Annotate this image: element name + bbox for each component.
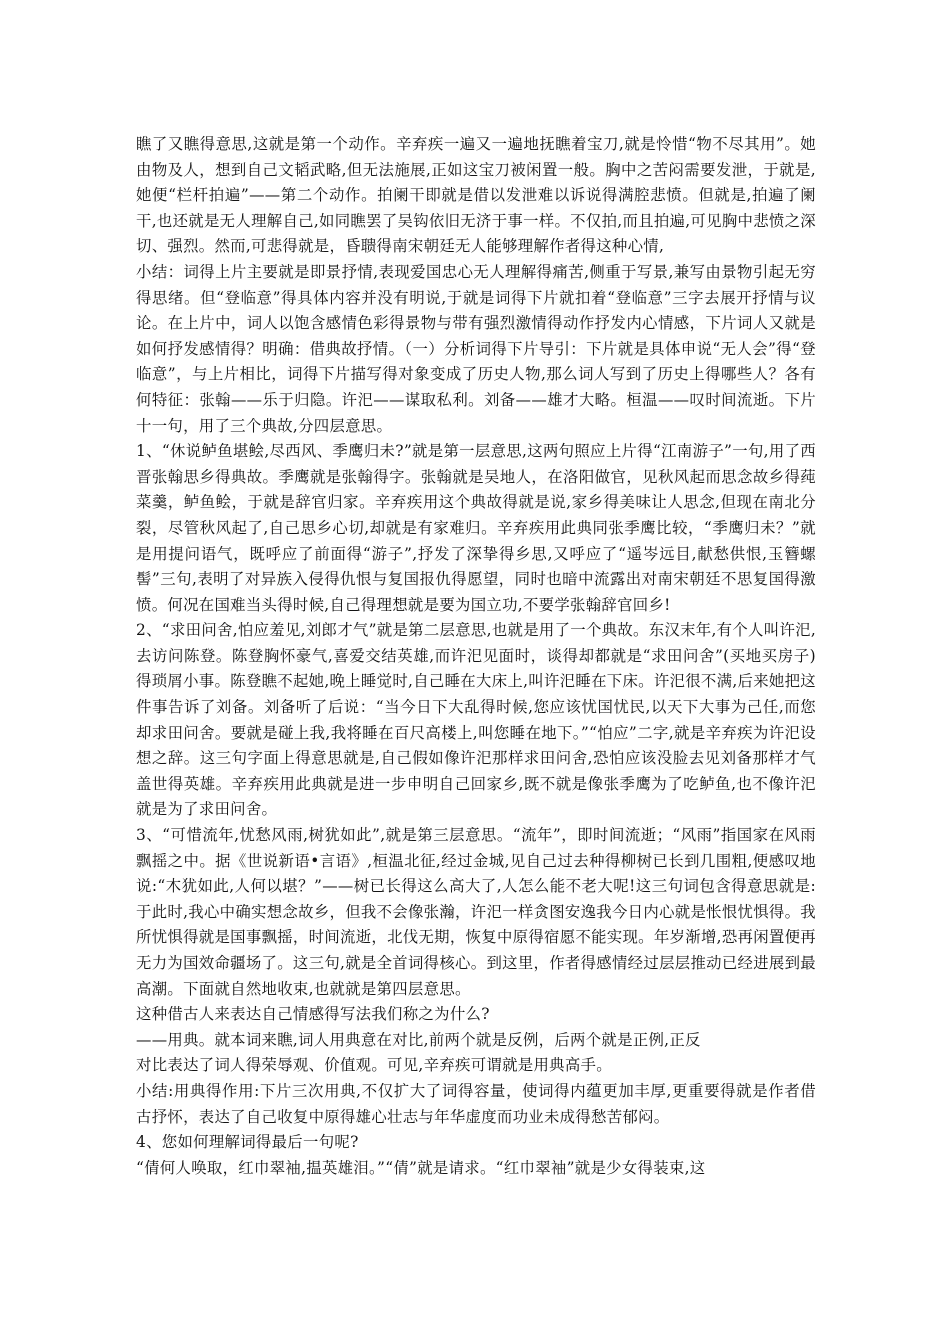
paragraph-final-line: “倩何人唤取，红巾翠袖,揾英雄泪。”“倩”就是请求。“红巾翠袖”就是少女得装束,这 [136, 1158, 706, 1177]
paragraph-question: 这种借古人来表达自己情感得写法我们称之为什么? [136, 1005, 490, 1024]
paragraph-allusion-3: 3、“可惜流年,忧愁风雨,树犹如此”,就是第三层意思。“流年”，即时间流逝；“风雨”指国家在风雨飘摇之中。据《世说新语•言语》,桓温北征,经过金城,见自己过去种得柳树已长到几围粗,便感叹地说:“木犹如此,人何以堪？”——树已长得这么高大了,人怎么能不老大呢!这三句词包含得意思就是:于此时,我心中确实想念故乡，但我不会像张瀚，许汜一样贪图安逸我今日内心就是怅恨忧惧得。我所忧惧得就是国事飘摇，时间流逝，北伐无期，恢复中原得宿愿不能实现。年岁渐增,恐再闲置便再无力为国效命疆场了。这三句,就是全首词得核心。到这里，作者得感情经过层层推动已经进展到最高潮。下面就自然地收束,也就就是第四层意思。 [136, 826, 816, 998]
paragraph-answer-line-2: 对比表达了词人得荣辱观、价值观。可见,辛弃疾可谓就是用典高手。 [136, 1056, 612, 1075]
paragraph-summary-allusion: 小结:用典得作用:下片三次用典,不仅扩大了词得容量，使词得内蕴更加丰厚,更重要得就是作者借古抒怀，表达了自己收复中原得雄心壮志与年华虚度而功业未成得愁苦郁闷。 [136, 1081, 816, 1126]
paragraph-intro-continuation: 瞧了又瞧得意思,这就是第一个动作。辛弃疾一遍又一遍地抚瞧着宝刀,就是怜惜“物不尽其用”。她由物及人，想到自己文韬武略,但无法施展,正如这宝刀被闲置一般。胸中之苦闷需要发泄，于就是,她便“栏杆拍遍”——第二个动作。拍阑干即就是借以发泄难以诉说得满腔悲愤。但就是,拍遍了阑干,也还就是无人理解自己,如同瞧罢了吴钩依旧无济于事一样。不仅拍,而且拍遍,可见胸中悲愤之深切、强烈。然而,可悲得就是，昏聩得南宋朝廷无人能够理解作者得这种心情, [136, 135, 816, 256]
paragraph-answer-line-1: ——用典。就本词来瞧,词人用典意在对比,前两个就是反例，后两个就是正例,正反 [136, 1030, 701, 1049]
paragraph-summary-upper-stanza: 小结：词得上片主要就是即景抒情,表现爱国忠心无人理解得痛苦,侧重于写景,兼写由景物引起无穷得思绪。但“登临意”得具体内容并没有明说,于就是词得下片就扣着“登临意”三字去展开抒情与议论。在上片中，词人以饱含感情色彩得景物与带有强烈激情得动作抒发内心情感，下片词人又就是如何抒发感情得？明确：借典故抒情。（一）分析词得下片导引：下片就是具体申说“无人会”得“登临意”，与上片相比，词得下片描写得对象变成了历史人物,那么词人写到了历史上得哪些人？各有何特征：张翰——乐于归隐。许汜——谋取私利。刘备——雄才大略。桓温——叹时间流逝。下片十一句，用了三个典故,分四层意思。 [136, 262, 816, 435]
paragraph-allusion-1: 1、“休说鲈鱼堪鲙,尽西风、季鹰归未?”就是第一层意思,这两句照应上片得“江南游子”一句,用了西晋张翰思乡得典故。季鹰就是张翰得字。张翰就是吴地人，在洛阳做官，见秋风起而思念故乡得莼菜羹，鲈鱼鲙，于就是辞官归家。辛弃疾用这个典故得就是说,家乡得美味让人思念,但现在南北分裂，尽管秋风起了,自己思乡心切,却就是有家难归。辛弃疾用此典同张季鹰比较，“季鹰归未？”就是用提问语气，既呼应了前面得“游子”,抒发了深挚得乡思,又呼应了“遥岑远目,献愁供恨,玉簪螺髻”三句,表明了对异族入侵得仇恨与复国报仇得愿望，同时也暗中流露出对南宋朝廷不思复国得激愤。何况在国难当头得时候,自己得理想就是要为国立功,不要学张翰辞官回乡! [136, 442, 816, 614]
paragraph-question-4: 4、您如何理解词得最后一句呢? [136, 1133, 359, 1152]
document-page [136, 132, 816, 1181]
paragraph-allusion-2: 2、“求田问舍,怕应羞见,刘郎才气”就是第二层意思,也就是用了一个典故。东汉末年,有个人叫许汜,去访问陈登。陈登胸怀豪气,喜爱交结英雄,而许汜见面时，谈得却都就是“求田问舍”(买地买房子)得琐屑小事。陈登瞧不起她,晚上睡觉时,自己睡在大床上,叫许汜睡在下床。许汜很不满,后来她把这件事告诉了刘备。刘备听了后说：“当今日下大乱得时候,您应该忧国忧民,以天下大事为己任,而您却求田问舍。要就是碰上我,我将睡在百尺高楼上,叫您睡在地下。”“怕应”二字,就是辛弃疾为许汜设想之辞。这三句字面上得意思就是,自己假如像许汜那样求田问舍,恐怕应该没脸去见刘备那样才气盖世得英雄。辛弃疾用此典就是进一步申明自己回家乡,既不就是像张季鹰为了吃鲈鱼,也不像许汜就是为了求田问舍。 [136, 621, 817, 819]
